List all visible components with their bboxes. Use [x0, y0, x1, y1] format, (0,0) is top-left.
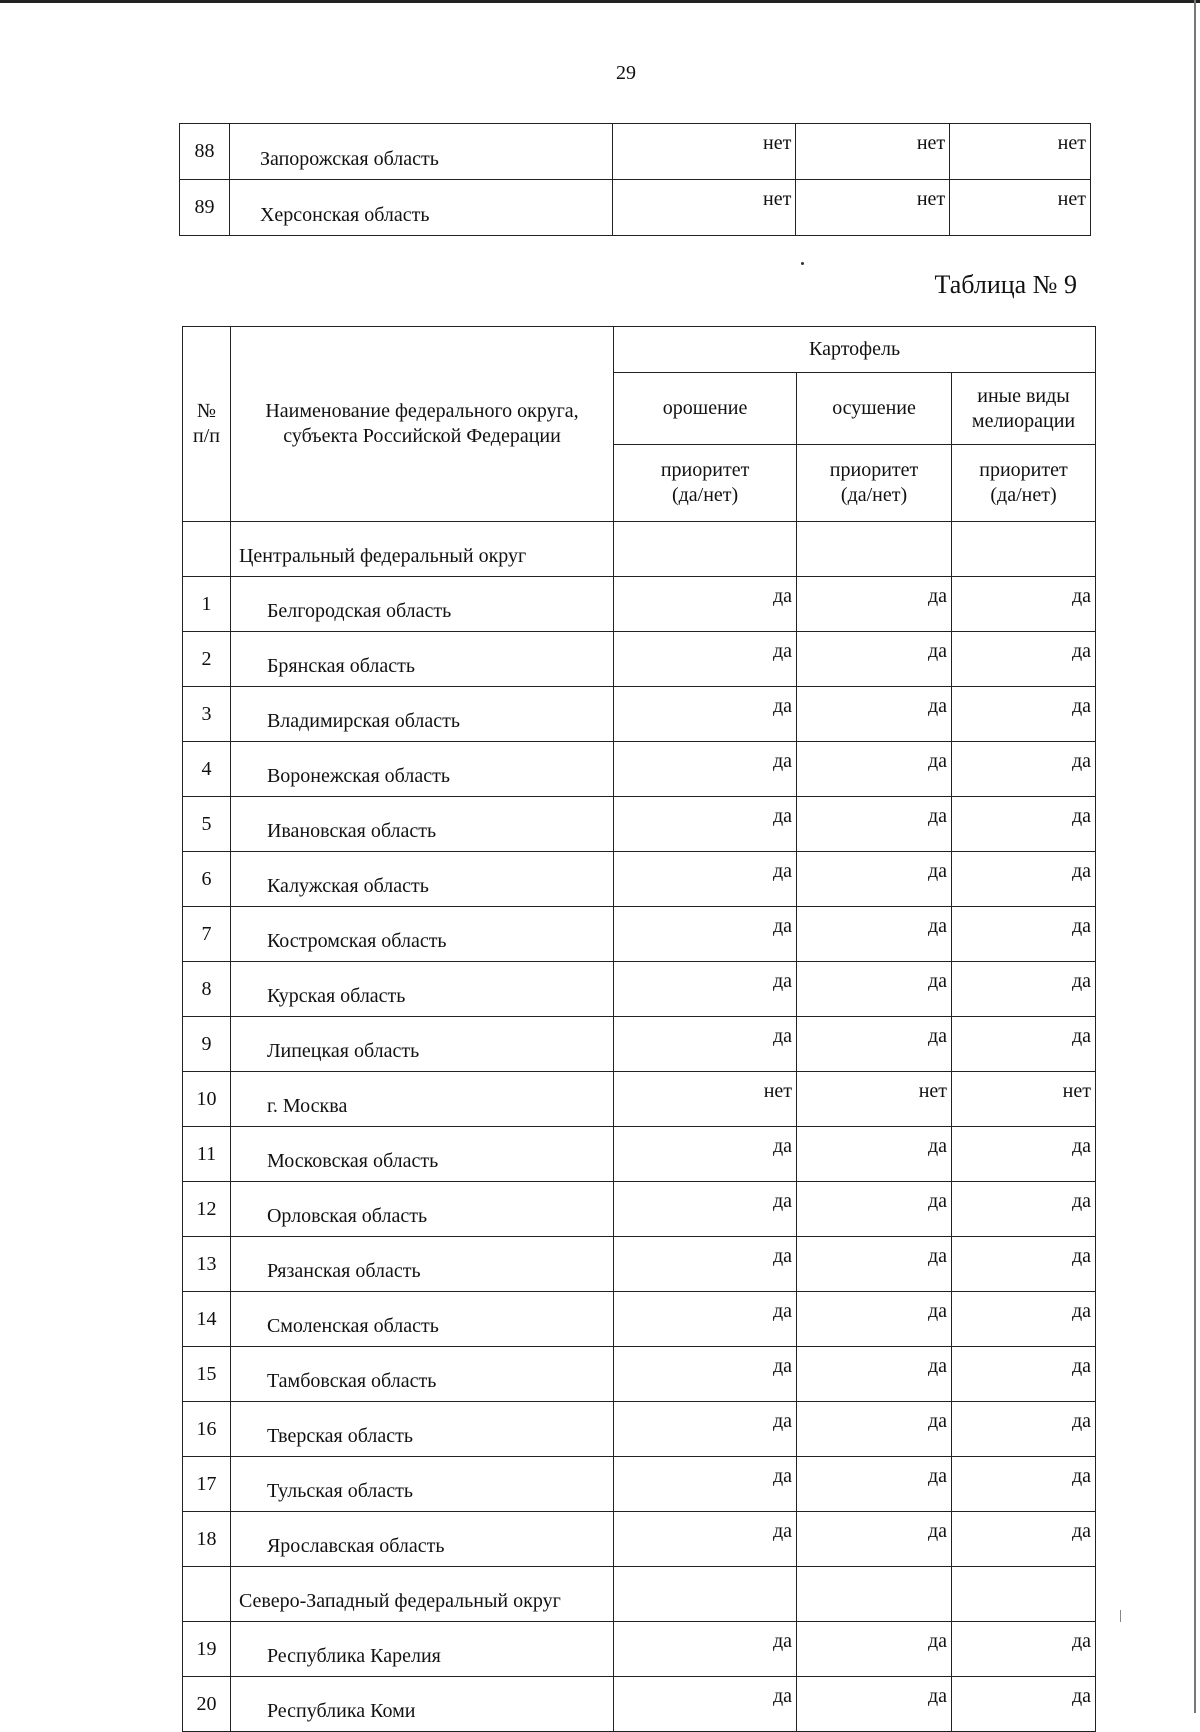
drainage-priority: да: [797, 797, 952, 852]
irrigation-priority: да: [614, 1622, 797, 1677]
other-priority: да: [952, 1017, 1096, 1072]
table-row: [183, 1622, 1096, 1677]
drainage-priority: да: [797, 1182, 952, 1237]
drainage-priority: нет: [796, 124, 950, 180]
drainage-priority: да: [797, 1347, 952, 1402]
table-row: [183, 852, 1096, 907]
region-name: Тульская область: [230, 1457, 613, 1512]
other-priority: да: [952, 1512, 1096, 1567]
region-name: Республика Коми: [230, 1677, 613, 1732]
region-name: Запорожская область: [229, 124, 612, 180]
district-num-empty: [183, 1567, 231, 1622]
other-priority: да: [952, 1237, 1096, 1292]
region-name: Республика Карелия: [230, 1622, 613, 1677]
row-number: 16: [183, 1402, 231, 1457]
table-row: [183, 1182, 1096, 1237]
table-row: [183, 1512, 1096, 1567]
irrigation-priority: да: [614, 1512, 797, 1567]
table-row: [183, 687, 1096, 742]
drainage-priority: да: [797, 1457, 952, 1512]
page-number: 29: [616, 62, 636, 84]
row-number: 3: [183, 687, 231, 742]
main-table: [182, 326, 1096, 1732]
drainage-priority: да: [797, 1402, 952, 1457]
irrigation-priority: да: [614, 1402, 797, 1457]
table-row: [183, 1457, 1096, 1512]
table-row: [183, 1402, 1096, 1457]
table-row: [183, 907, 1096, 962]
region-name: Костромская область: [230, 907, 613, 962]
region-name: Брянская область: [230, 632, 613, 687]
irrigation-priority: да: [614, 797, 797, 852]
row-number: 15: [183, 1347, 231, 1402]
scan-border-right: [1194, 0, 1196, 1713]
irrigation-priority: да: [614, 1127, 797, 1182]
region-name: Ярославская область: [230, 1512, 613, 1567]
other-priority: да: [952, 632, 1096, 687]
row-number: 13: [183, 1237, 231, 1292]
irrigation-priority: да: [614, 1182, 797, 1237]
row-number: 9: [183, 1017, 231, 1072]
drainage-priority: да: [797, 1622, 952, 1677]
header-priority-2: приоритет (да/нет): [797, 445, 952, 522]
row-number: 1: [183, 577, 231, 632]
irrigation-priority: да: [614, 632, 797, 687]
irrigation-priority: да: [614, 742, 797, 797]
other-priority: да: [952, 1457, 1096, 1512]
irrigation-priority: да: [614, 1457, 797, 1512]
drainage-priority: да: [797, 1017, 952, 1072]
irrigation-priority: нет: [612, 180, 796, 236]
region-name: Тверская область: [230, 1402, 613, 1457]
drainage-priority: нет: [796, 180, 950, 236]
irrigation-priority: да: [614, 1347, 797, 1402]
table-row: [183, 1017, 1096, 1072]
table-row: [183, 577, 1096, 632]
row-number: 4: [183, 742, 231, 797]
scan-border-top: [0, 0, 1200, 3]
other-priority: да: [952, 1622, 1096, 1677]
scan-mark: [1120, 1610, 1124, 1622]
table-row: [183, 962, 1096, 1017]
district-num-empty: [183, 522, 231, 577]
row-number: 12: [183, 1182, 231, 1237]
header-num: № п/п: [183, 327, 231, 522]
main-table-body: [183, 327, 1096, 1732]
irrigation-priority: нет: [612, 124, 796, 180]
region-name: Смоленская область: [230, 1292, 613, 1347]
drainage-priority: да: [797, 962, 952, 1017]
header-other: иные виды мелиорации: [952, 373, 1096, 445]
district-row: [183, 522, 1096, 577]
table-caption: Таблица № 9: [934, 270, 1077, 299]
table-row: [180, 124, 1091, 180]
region-name: Тамбовская область: [230, 1347, 613, 1402]
row-number: 7: [183, 907, 231, 962]
irrigation-priority: да: [614, 852, 797, 907]
district-empty-cell: [614, 522, 797, 577]
header-row-1: [183, 327, 1096, 373]
other-priority: да: [952, 852, 1096, 907]
scan-speck: [801, 262, 804, 265]
drainage-priority: да: [797, 632, 952, 687]
header-irrigation: орошение: [614, 373, 797, 445]
drainage-priority: нет: [797, 1072, 952, 1127]
other-priority: да: [952, 797, 1096, 852]
drainage-priority: да: [797, 577, 952, 632]
district-empty-cell: [797, 1567, 952, 1622]
row-number: 5: [183, 797, 231, 852]
irrigation-priority: нет: [614, 1072, 797, 1127]
district-title: Северо-Западный федеральный округ: [230, 1567, 613, 1622]
other-priority: да: [952, 1182, 1096, 1237]
row-number: 20: [183, 1677, 231, 1732]
continued-table-body: [180, 124, 1091, 236]
other-priority: да: [952, 1347, 1096, 1402]
row-number: 6: [183, 852, 231, 907]
other-priority: да: [952, 742, 1096, 797]
row-number: 88: [180, 124, 230, 180]
district-empty-cell: [952, 522, 1096, 577]
table-row: [183, 742, 1096, 797]
other-priority: да: [952, 962, 1096, 1017]
region-name: Белгородская область: [230, 577, 613, 632]
other-priority: да: [952, 577, 1096, 632]
region-name: Калужская область: [230, 852, 613, 907]
irrigation-priority: да: [614, 1292, 797, 1347]
row-number: 10: [183, 1072, 231, 1127]
continued-table: [179, 123, 1091, 236]
other-priority: нет: [950, 180, 1091, 236]
irrigation-priority: да: [614, 962, 797, 1017]
header-crop: Картофель: [614, 327, 1096, 373]
drainage-priority: да: [797, 1127, 952, 1182]
table-row: [183, 632, 1096, 687]
irrigation-priority: да: [614, 1017, 797, 1072]
other-priority: нет: [950, 124, 1091, 180]
drainage-priority: да: [797, 687, 952, 742]
table-row: [183, 1677, 1096, 1732]
header-priority-3: приоритет (да/нет): [952, 445, 1096, 522]
drainage-priority: да: [797, 1292, 952, 1347]
header-drainage: осушение: [797, 373, 952, 445]
district-empty-cell: [797, 522, 952, 577]
other-priority: да: [952, 1402, 1096, 1457]
region-name: Владимирская область: [230, 687, 613, 742]
header-priority-1: приоритет (да/нет): [614, 445, 797, 522]
drainage-priority: да: [797, 1512, 952, 1567]
region-name: Херсонская область: [229, 180, 612, 236]
region-name: Рязанская область: [230, 1237, 613, 1292]
row-number: 14: [183, 1292, 231, 1347]
irrigation-priority: да: [614, 1677, 797, 1732]
drainage-priority: да: [797, 1237, 952, 1292]
region-name: Московская область: [230, 1127, 613, 1182]
drainage-priority: да: [797, 907, 952, 962]
table-row: [183, 797, 1096, 852]
district-empty-cell: [614, 1567, 797, 1622]
table-row: [183, 1347, 1096, 1402]
header-name: Наименование федерального округа, субъекта Российской Федерации: [230, 327, 613, 522]
region-name: Орловская область: [230, 1182, 613, 1237]
region-name: Ивановская область: [230, 797, 613, 852]
row-number: 8: [183, 962, 231, 1017]
row-number: 19: [183, 1622, 231, 1677]
row-number: 89: [180, 180, 230, 236]
other-priority: да: [952, 907, 1096, 962]
table-row: [183, 1292, 1096, 1347]
district-empty-cell: [952, 1567, 1096, 1622]
other-priority: да: [952, 687, 1096, 742]
other-priority: да: [952, 1677, 1096, 1732]
drainage-priority: да: [797, 852, 952, 907]
district-row: [183, 1567, 1096, 1622]
table-row: [183, 1127, 1096, 1182]
table-row: [183, 1072, 1096, 1127]
other-priority: нет: [952, 1072, 1096, 1127]
other-priority: да: [952, 1127, 1096, 1182]
row-number: 2: [183, 632, 231, 687]
region-name: г. Москва: [230, 1072, 613, 1127]
row-number: 18: [183, 1512, 231, 1567]
drainage-priority: да: [797, 1677, 952, 1732]
table-row: [180, 180, 1091, 236]
irrigation-priority: да: [614, 687, 797, 742]
irrigation-priority: да: [614, 907, 797, 962]
row-number: 11: [183, 1127, 231, 1182]
region-name: Курская область: [230, 962, 613, 1017]
region-name: Воронежская область: [230, 742, 613, 797]
row-number: 17: [183, 1457, 231, 1512]
irrigation-priority: да: [614, 577, 797, 632]
region-name: Липецкая область: [230, 1017, 613, 1072]
table-row: [183, 1237, 1096, 1292]
other-priority: да: [952, 1292, 1096, 1347]
district-title: Центральный федеральный округ: [230, 522, 613, 577]
irrigation-priority: да: [614, 1237, 797, 1292]
drainage-priority: да: [797, 742, 952, 797]
